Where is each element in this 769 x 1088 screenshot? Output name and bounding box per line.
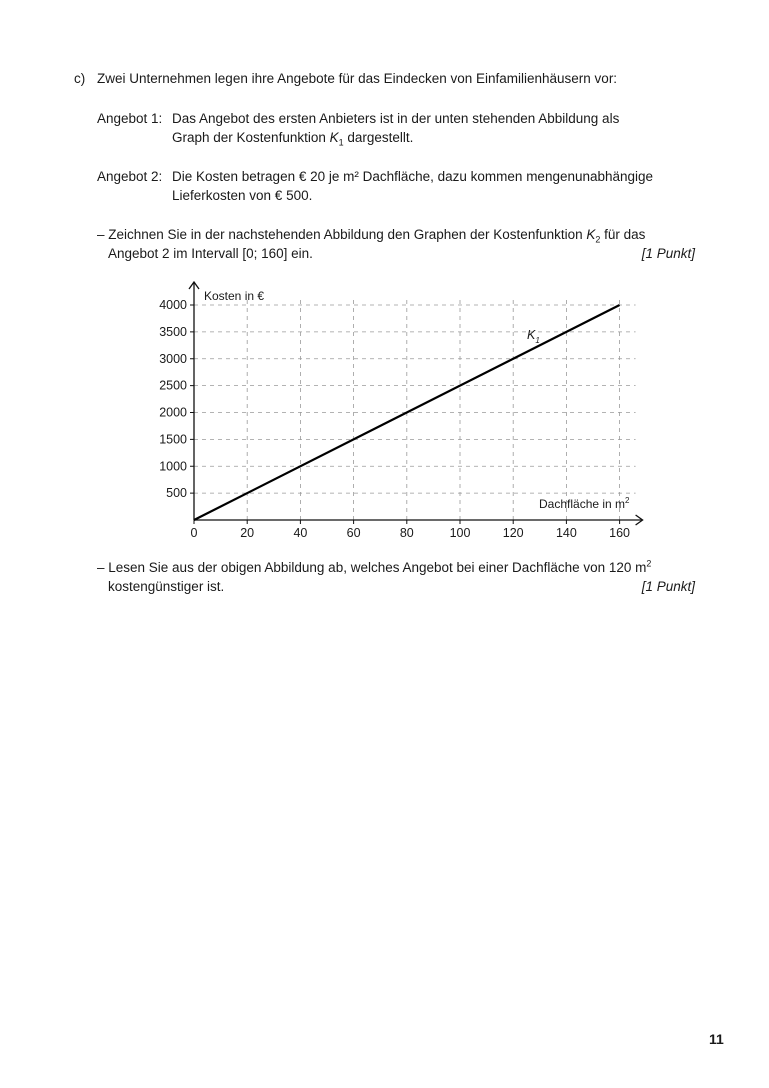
y-tick-label-2000: 2000 — [159, 405, 187, 420]
offer2-label: Angebot 2: — [97, 169, 163, 184]
y-tick-label-2500: 2500 — [159, 378, 187, 393]
question1-line1-post: für das — [600, 227, 646, 242]
y-tick-label-500: 500 — [166, 486, 187, 501]
x-tick-label-140: 140 — [555, 526, 577, 540]
cost-chart — [150, 280, 650, 545]
series-label-k1-sub: 1 — [535, 336, 540, 345]
y-tick-label-3500: 3500 — [159, 324, 187, 339]
offer2-line1: Die Kosten betragen € 20 je m² Dachfläche, dazu kommen mengenunabhängige — [172, 169, 654, 184]
offer1-line2 — [172, 129, 413, 147]
offer1-line2-pre: Graph der Kostenfunktion — [172, 130, 330, 145]
question1-line1 — [97, 226, 645, 244]
offer1-line1: Das Angebot des ersten Anbieters ist in der unten stehenden Abbildung als — [172, 111, 620, 126]
chart-xlabel-sup: 2 — [625, 496, 630, 505]
question2-line1-sup: 2 — [646, 558, 652, 569]
question1-function-symbol: K — [586, 227, 596, 242]
x-tick-label-60: 60 — [346, 526, 361, 540]
offer1-label: Angebot 1: — [97, 111, 163, 126]
series-label-k1 — [527, 328, 540, 345]
x-tick-label-40: 40 — [293, 526, 308, 540]
question1-points: [1 Punkt] — [641, 246, 695, 261]
question2-line2: kostengünstiger ist. — [108, 579, 225, 594]
x-tick-label-100: 100 — [449, 526, 471, 540]
chart-xlabel-main: Dachfläche in m — [539, 497, 626, 511]
page-number: 11 — [709, 1031, 724, 1047]
x-tick-label-80: 80 — [399, 526, 414, 540]
task-label: c) — [74, 71, 86, 86]
offer1-line2-post: dargestellt. — [343, 130, 414, 145]
x-tick-label-160: 160 — [609, 526, 631, 540]
question1-function-subscript: 2 — [595, 234, 601, 245]
y-tick-label-4000: 4000 — [159, 298, 187, 312]
question2-line1 — [97, 559, 651, 577]
question1-line2: Angebot 2 im Intervall [0; 160] ein. — [108, 246, 313, 261]
task-intro: Zwei Unternehmen legen ihre Angebote für das Eindecken von Einfamilienhäusern vor: — [97, 71, 618, 86]
x-tick-label-0: 0 — [190, 526, 198, 540]
question2-points: [1 Punkt] — [641, 579, 695, 594]
question1-line1-pre: – Zeichnen Sie in der nachstehenden Abbildung den Graphen der Kostenfunktion — [97, 227, 587, 242]
y-tick-label-3000: 3000 — [159, 351, 187, 366]
offer2-line2: Lieferkosten von € 500. — [172, 188, 313, 203]
x-tick-label-120: 120 — [502, 526, 524, 540]
y-tick-label-1500: 1500 — [159, 432, 187, 447]
x-tick-label-20: 20 — [240, 526, 255, 540]
offer1-function-symbol: K — [329, 130, 339, 145]
y-tick-label-1000: 1000 — [159, 459, 187, 474]
series-label-k1-main: K — [527, 328, 536, 342]
question2-line1-pre: – Lesen Sie aus der obigen Abbildung ab, welches Angebot bei einer Dachfläche von 120 m — [97, 560, 647, 575]
chart-ylabel: Kosten in € — [204, 289, 265, 303]
offer1-function-subscript: 1 — [338, 137, 344, 148]
chart-xlabel — [539, 496, 630, 511]
